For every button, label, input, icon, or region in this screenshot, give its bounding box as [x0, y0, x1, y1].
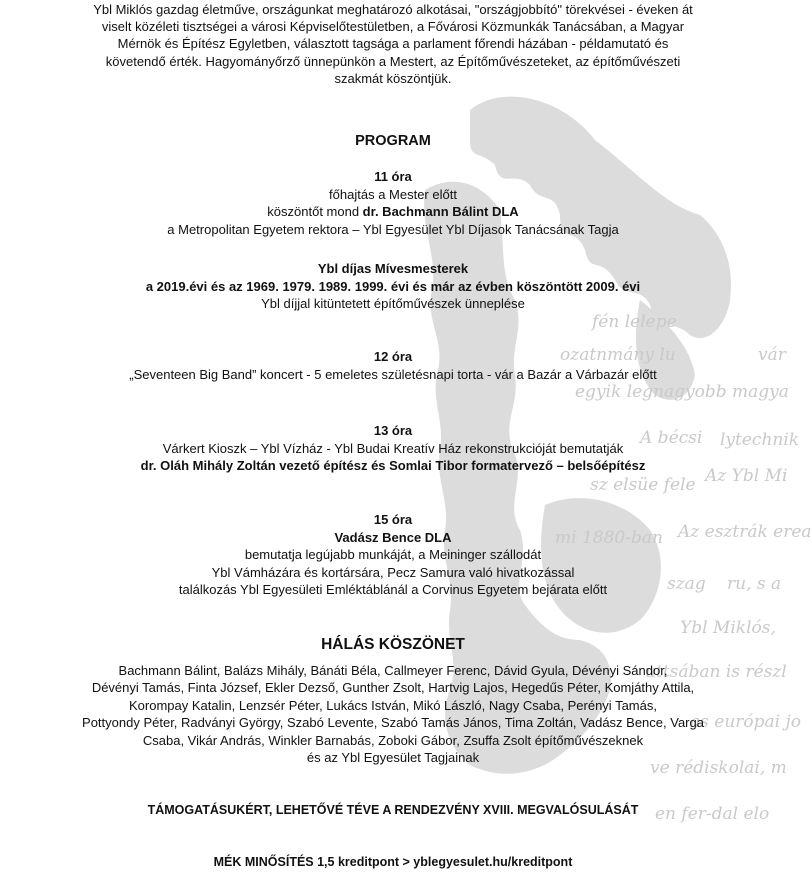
thanks-line: Csaba, Vikár András, Winkler Barnabás, Zoboki Gábor, Zsuffa Zsolt építőművészeknek: [142, 732, 644, 748]
program-line: Ybl Vámházára és kortársára, Pecz Samura való hivatkozással: [211, 564, 575, 580]
bg-script-17: en fer-dal elo: [655, 804, 770, 824]
program-line: a 2019.évi és az 1969. 1979. 1989. 1999. évi és már az évben köszöntött 2009. évi: [145, 278, 641, 294]
bg-script-12: ru, s a: [727, 574, 782, 594]
program-time: 13 óra: [373, 423, 413, 438]
program-line: találkozás Ybl Egyesületi Emléktáblánál a Corvinus Egyetem bejárata előtt: [178, 582, 608, 598]
program-time: 11 óra: [374, 169, 412, 184]
bg-script-15: as európai jo: [690, 712, 801, 732]
bg-script-6: lytechnik: [720, 430, 800, 450]
program-block-12: [0, 348, 786, 383]
bg-script-3: ozatnmány lu: [560, 345, 676, 365]
program-line: Várkert Kioszk – Ybl Vízház - Ybl Budai Kreatív Ház rekonstrukcióját bemutatják: [162, 440, 624, 456]
program-heading: PROGRAM: [355, 133, 431, 149]
program-line: a Metropolitan Egyetem rektora – Ybl Egyesület Ybl Díjasok Tanácsának Tagja: [167, 221, 619, 237]
program-line: [0, 203, 786, 221]
intro-line: Mérnök és Építész Egyletben, választott tagsága a parlament főrendi házában - példamutató és: [117, 36, 669, 52]
program-block-13: [0, 422, 786, 475]
thanks-heading: HÁLÁS KÖSZÖNET: [321, 636, 465, 653]
bg-script-4: egyik legnagyobb magya: [575, 382, 789, 402]
bg-script-9: Az esztrák erea: [678, 522, 812, 542]
thanks-line: Pottyondy Péter, Radványi György, Szabó Levente, Szabó Tamás János, Tima Zoltán, Vadász Bence, Varga: [82, 715, 704, 731]
program-line: bemutatja legújabb munkáját, a Meininger szállodát: [244, 547, 542, 563]
bg-script-10: mi 1880-ban: [555, 528, 663, 548]
thanks-line: Bachmann Bálint, Balázs Mihály, Bánáti Béla, Callmeyer Ferenc, Dávid Gyula, Dévényi Sándor,: [118, 663, 668, 678]
bg-script-16: ve rédiskolai, m: [650, 758, 787, 778]
intro-line: szakmát köszöntjük.: [334, 70, 452, 86]
bg-script-14: uttsában is részl: [645, 662, 787, 682]
bg-script-8: sz elsüe fele: [590, 475, 696, 495]
support-line: TÁMOGATÁSUKÉRT, LEHETŐVÉ TÉVE A RENDEZVÉNY XVIII. MEGVALÓSULÁSÁT: [147, 803, 639, 817]
speaker-name: dr. Bachmann Bálint DLA: [362, 204, 519, 220]
bg-script-13: Ybl Miklós,: [680, 618, 776, 638]
program-time: 15 óra: [373, 512, 413, 527]
program-line: Ybl díjjal kitüntetett építőművészek ünneplése: [261, 296, 525, 312]
thanks-line: Korompay Katalin, Lenzsér Péter, Lukács István, Mikó László, Nagy Csaba, Perényi Tamás,: [129, 697, 657, 713]
program-block-11: [0, 168, 786, 238]
intro-line: Ybl Miklós gazdag életműve, országunkat meghatározó alkotásai, "országjobbító" törekvései - éveken át: [93, 2, 693, 17]
credit-line: MÉK MINŐSÍTÉS 1,5 kreditpont > yblegyesulet.hu/kreditpont: [213, 855, 573, 869]
program-line: dr. Oláh Mihály Zoltán vezető építész és Somlai Tibor formatervező – belsőépítész: [140, 458, 646, 474]
program-subtitle: Ybl díjas Mívesmesterek: [317, 261, 469, 276]
intro-line: követendő érték. Hagyományőrző ünnepünkön a Mestert, az Építőművészeteket, az építőművészeti: [105, 53, 681, 69]
thanks-line: Dévényi Tamás, Finta József, Ekler Dezső, Gunther Zsolt, Hartvig Lajos, Hegedűs Péter, Komjáthy Attila,: [91, 680, 695, 696]
program-block-masters: [0, 260, 786, 313]
bg-script-2: vár: [758, 345, 786, 365]
bg-script-7: Az Ybl Mi: [705, 466, 788, 486]
thanks-line: és az Ybl Egyesület Tagjainak: [306, 750, 480, 766]
bg-script-5: A bécsi: [640, 428, 703, 448]
thanks-list: [0, 662, 786, 766]
program-line-prefix: köszöntőt mond: [267, 204, 363, 220]
bg-script-1: fén lelepe: [592, 312, 677, 332]
intro-line: viselt közéleti tisztségei a városi Képviselőtestületben, a Fővárosi Közmunkák Tanácsában, a Magyar: [101, 19, 685, 35]
program-line: „Seventeen Big Band” koncert - 5 emeletes születésnapi torta - vár a Bazár a Várbazár előtt: [129, 366, 657, 382]
program-line: főhajtás a Mester előtt: [329, 186, 457, 202]
speaker-name: Vadász Bence DLA: [334, 529, 452, 545]
program-time: 12 óra: [373, 349, 413, 364]
program-block-15: [0, 511, 786, 599]
intro-paragraph: [0, 1, 786, 87]
bg-script-11: szag: [667, 574, 706, 594]
